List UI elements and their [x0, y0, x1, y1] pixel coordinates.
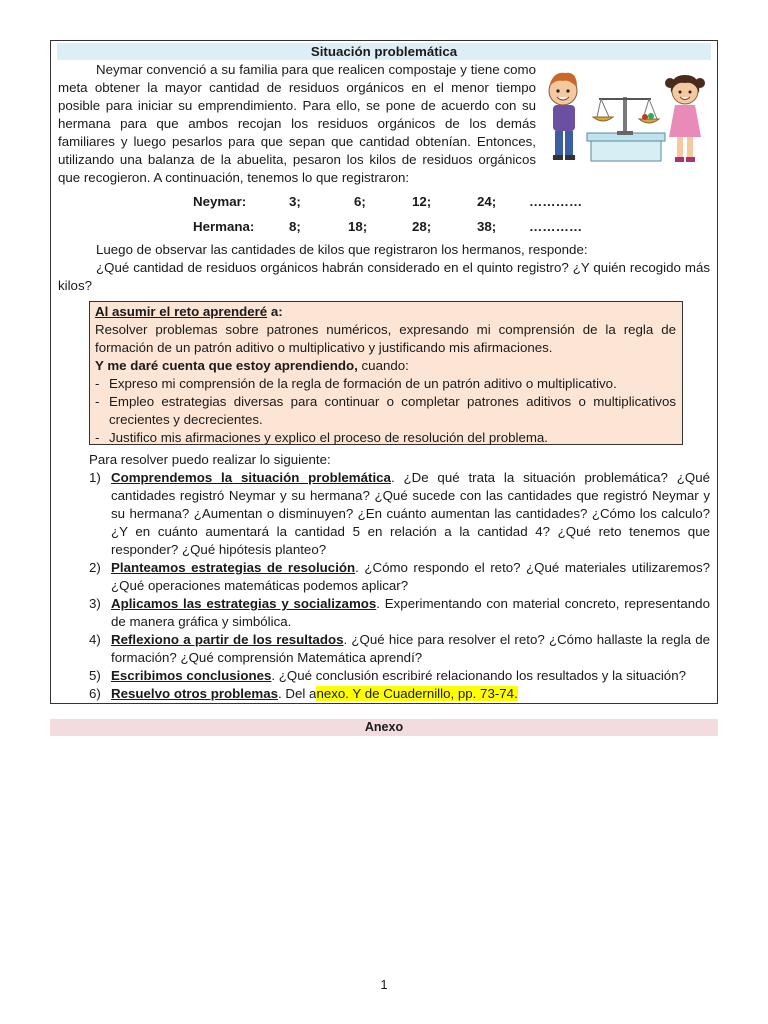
step-item	[89, 631, 710, 667]
step-item	[89, 685, 710, 703]
intro-text: Neymar convenció a su familia para que realicen compostaje y tiene como meta obtener la mayor cantidad de residuos orgánicos en el menor tiempo posible para iniciar su emprendimiento. Para ello, se pone de acuerdo con su hermana para que ambos recojan los residuos orgánicos de los demás familiares y luego pesarlos para que sepan que cantidad obtenían. Entonces, utilizando una balanza de la abuelita, pesaron los kilos de residuos orgánicos que recogieron. A continuación, tenemos lo que registraron:	[58, 62, 536, 185]
steps-list	[89, 469, 710, 703]
goal-list	[95, 375, 676, 447]
row-value: 18;	[348, 219, 368, 234]
row-value: 12;	[412, 194, 432, 209]
question-text: ¿Qué cantidad de residuos orgánicos habrán considerado en el quinto registro? ¿Y quién recogido más kilos?	[58, 260, 710, 293]
goal-heading-suffix: a:	[267, 304, 283, 319]
step-item	[89, 559, 710, 595]
step-text: . Del a	[278, 686, 317, 701]
problem-section	[50, 40, 718, 704]
step-heading: Resuelvo otros problemas	[111, 686, 278, 701]
row-value: 3;	[289, 194, 301, 209]
step-number: 5)	[89, 668, 101, 683]
goal-subheading: Y me daré cuenta que estoy aprendiendo,	[95, 358, 358, 373]
step-text: . ¿Qué hice para resolver el reto? ¿Cómo hallaste la regla de formación? ¿Qué comprensión Matemática aprendí?	[111, 632, 710, 665]
intro-paragraph	[58, 61, 536, 187]
row-value: 24;	[477, 194, 497, 209]
row-blank: …………	[529, 194, 583, 209]
goal-heading: Al asumir el reto aprenderé	[95, 304, 268, 319]
step-number: 2)	[89, 560, 101, 575]
goal-subheading-suffix: cuando:	[357, 358, 409, 373]
row-value: 8;	[289, 219, 301, 234]
step-text: . Experimentando con material concreto, representando de manera gráfica y simbólica.	[111, 596, 710, 629]
row-label: Hermana:	[193, 219, 255, 234]
page-number: 1	[380, 977, 388, 992]
step-text: . ¿Cómo respondo el reto? ¿Qué materiales utilizaremos? ¿Qué operaciones matemáticas podemos aplicar?	[111, 560, 710, 593]
step-number: 6)	[89, 686, 101, 701]
steps-intro: Para resolver puedo realizar lo siguiente:	[89, 452, 331, 467]
step-text: . ¿De qué trata la situación problemática? ¿Qué cantidades registró Neymar y su hermana? ¿Qué sucede con las cantidades que registró Neymar y su hermana? ¿Aumentan o disminuyen? ¿En cuánto aumentan las cantidades? ¿Cómo los calculo? ¿Y en cuánto aumentará la cantidad 5 en relación a la cantidad 4? ¿Qué reto tenemos que responder? ¿Qué hipótesis planteo?	[111, 470, 710, 557]
row-value: 38;	[477, 219, 497, 234]
goal-text: Resolver problemas sobre patrones numéricos, expresando mi comprensión de la regla de formación de un patrón aditivo o multiplicativo y justificando mis afirmaciones.	[95, 322, 676, 355]
list-item: - Empleo estrategias diversas para continuar o completar patrones aditivos o multiplicativos crecientes y decrecientes.	[95, 393, 676, 429]
step-heading: Reflexiono a partir de los resultados	[111, 632, 344, 647]
kids-scale-illustration	[539, 61, 711, 183]
step-text: . ¿Qué conclusión escribiré relacionando los resultados y la situación?	[271, 668, 686, 683]
step-heading: Escribimos conclusiones	[111, 668, 272, 683]
after-table-text	[58, 241, 710, 295]
step-item	[89, 469, 710, 559]
learning-goal-box	[89, 301, 683, 445]
list-item: - Expreso mi comprensión de la regla de formación de un patrón aditivo o multiplicativo.	[95, 375, 676, 393]
step-number: 4)	[89, 632, 101, 647]
step-heading: Aplicamos las estrategias y socializamos	[111, 596, 377, 611]
step-item	[89, 595, 710, 631]
row-label: Neymar:	[193, 194, 247, 209]
anexo-heading: Anexo	[50, 719, 718, 736]
step-heading: Comprendemos la situación problemática	[111, 470, 391, 485]
after-table-line: Luego de observar las cantidades de kilos que registraron los hermanos, responde:	[96, 242, 588, 257]
section-title: Situación problemática	[57, 43, 711, 60]
step-number: 3)	[89, 596, 101, 611]
row-value: 6;	[354, 194, 366, 209]
list-item: - Justifico mis afirmaciones y explico el proceso de resolución del problema.	[95, 429, 676, 447]
highlighted-reference: nexo. Y de Cuadernillo, pp. 73-74.	[316, 686, 518, 701]
step-heading: Planteamos estrategias de resolución	[111, 560, 356, 575]
step-number: 1)	[89, 470, 101, 485]
row-blank: …………	[529, 219, 583, 234]
row-value: 28;	[412, 219, 432, 234]
step-item	[89, 667, 710, 685]
